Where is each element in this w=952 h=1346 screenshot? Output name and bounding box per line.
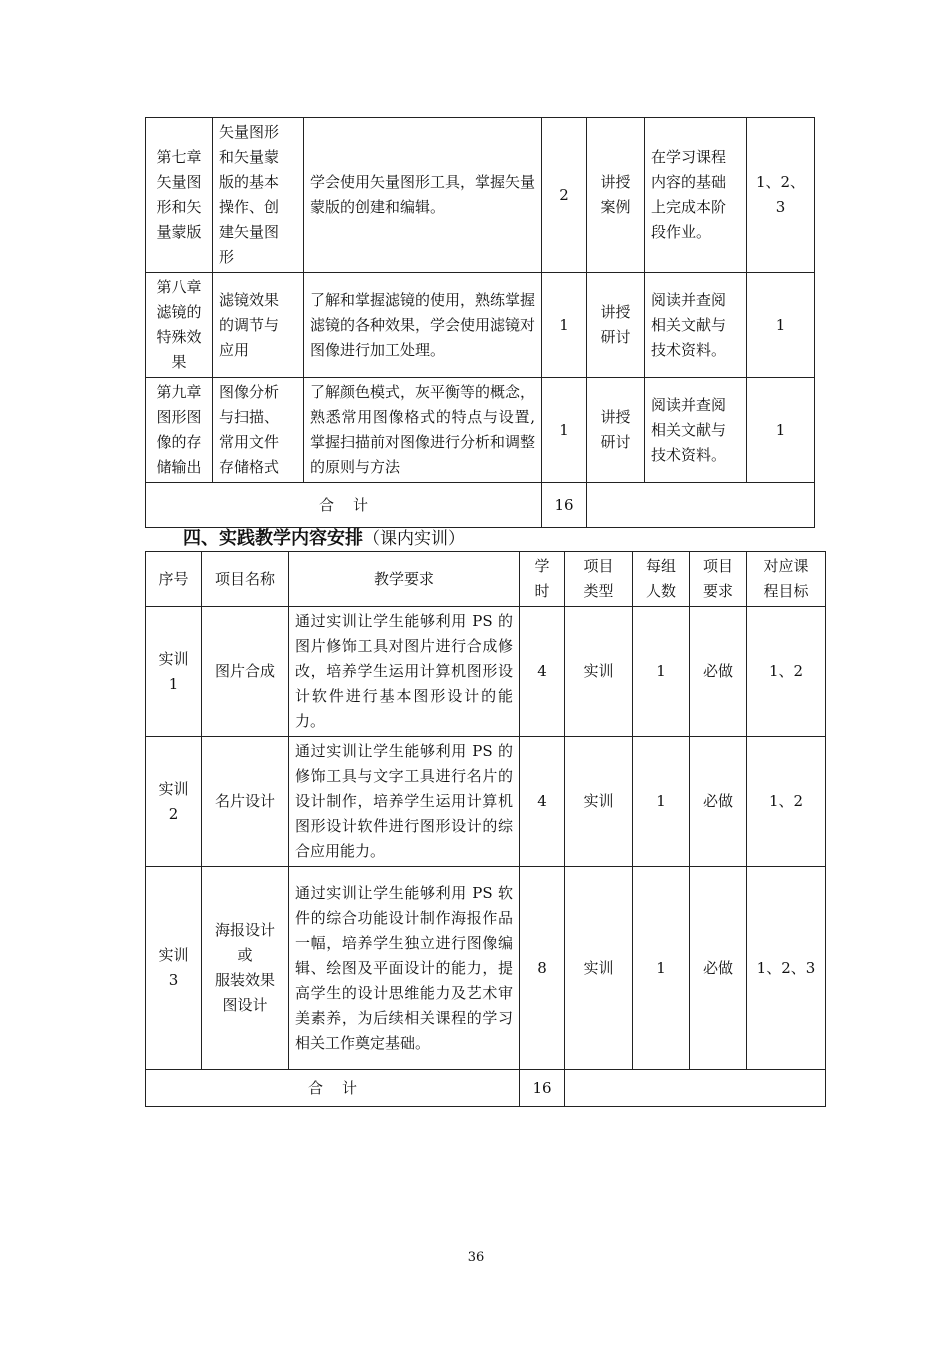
table-row: [146, 118, 815, 273]
requirement-cell: 了解和掌握滤镜的使用，熟练掌握滤镜的各种效果，学会使用滤镜对图像进行加工处理。: [304, 273, 542, 378]
header-hours: 学 时: [520, 552, 565, 607]
no-cell: 实训 1: [146, 607, 202, 737]
section-subtitle: （课内实训）: [363, 529, 465, 549]
no-cell: 实训 2: [146, 737, 202, 867]
table-row: [146, 607, 826, 737]
chapter-cell: 第八章 滤镜的 特殊效 果: [146, 273, 213, 378]
total-hours: 16: [520, 1070, 565, 1107]
goal-cell: 1、2、3: [747, 867, 826, 1070]
section-heading: [183, 526, 465, 552]
header-req: 教学要求: [289, 552, 520, 607]
method-cell: 讲授 研讨: [587, 273, 645, 378]
content-cell: 滤镜效果 的调节与 应用: [213, 273, 304, 378]
table-row: [146, 273, 815, 378]
group-cell: 1: [633, 737, 690, 867]
type-cell: 实训: [565, 607, 633, 737]
table-row: [146, 737, 826, 867]
method-cell: 讲授 案例: [587, 118, 645, 273]
total-hours: 16: [542, 483, 587, 528]
goal-cell: 1、2、3: [747, 118, 815, 273]
chapter-cell: 第七章 矢量图 形和矢 量蒙版: [146, 118, 213, 273]
chapter-table: [145, 117, 815, 528]
table-row: [146, 867, 826, 1070]
goal-cell: 1、2: [747, 737, 826, 867]
requirement-cell: 学会使用矢量图形工具，掌握矢量蒙版的创建和编辑。: [304, 118, 542, 273]
hours-cell: 4: [520, 737, 565, 867]
total-label: 合 计: [146, 1070, 520, 1107]
total-row: [146, 483, 815, 528]
req-cell: 通过实训让学生能够利用 PS 软件的综合功能设计制作海报作品一幅，培养学生独立进行图像编辑、绘图及平面设计的能力，提高学生的设计思维能力及艺术审美素养，为后续相关课程的学习相关工作奠定基础。: [289, 867, 520, 1070]
goal-cell: 1、2: [747, 607, 826, 737]
mandatory-cell: 必做: [690, 737, 747, 867]
hours-cell: 4: [520, 607, 565, 737]
hours-cell: 1: [542, 378, 587, 483]
content-cell: 矢量图形 和矢量蒙 版的基本 操作、创 建矢量图 形: [213, 118, 304, 273]
chapter-cell: 第九章 图形图 像的存 储输出: [146, 378, 213, 483]
group-cell: 1: [633, 607, 690, 737]
no-cell: 实训 3: [146, 867, 202, 1070]
name-cell: 海报设计 或 服装效果 图设计: [202, 867, 289, 1070]
homework-cell: 阅读并查阅 相关文献与 技术资料。: [645, 273, 747, 378]
total-empty-cell: [587, 483, 815, 528]
total-label: 合 计: [146, 483, 542, 528]
table-row: [146, 378, 815, 483]
header-mandatory: 项目 要求: [690, 552, 747, 607]
group-cell: 1: [633, 867, 690, 1070]
page-number: 36: [467, 1250, 485, 1265]
header-goal: 对应课 程目标: [747, 552, 826, 607]
method-cell: 讲授 研讨: [587, 378, 645, 483]
name-cell: 图片合成: [202, 607, 289, 737]
section-title: 四、实践教学内容安排: [183, 528, 363, 549]
req-cell: 通过实训让学生能够利用 PS 的图片修饰工具对图片进行合成修改，培养学生运用计算机图形设计软件进行基本图形设计的能力。: [289, 607, 520, 737]
practice-table: [145, 551, 826, 1107]
mandatory-cell: 必做: [690, 607, 747, 737]
type-cell: 实训: [565, 737, 633, 867]
header-name: 项目名称: [202, 552, 289, 607]
header-type: 项目 类型: [565, 552, 633, 607]
homework-cell: 阅读并查阅 相关文献与 技术资料。: [645, 378, 747, 483]
total-empty-cell: [565, 1070, 826, 1107]
homework-cell: 在学习课程 内容的基础 上完成本阶 段作业。: [645, 118, 747, 273]
content-cell: 图像分析 与扫描、 常用文件 存储格式: [213, 378, 304, 483]
hours-cell: 8: [520, 867, 565, 1070]
goal-cell: 1: [747, 273, 815, 378]
total-row: [146, 1070, 826, 1107]
hours-cell: 1: [542, 273, 587, 378]
requirement-cell: 了解颜色模式，灰平衡等的概念，熟悉常用图像格式的特点与设置,掌握扫描前对图像进行分析和调整的原则与方法: [304, 378, 542, 483]
header-row: [146, 552, 826, 607]
header-no: 序号: [146, 552, 202, 607]
hours-cell: 2: [542, 118, 587, 273]
mandatory-cell: 必做: [690, 867, 747, 1070]
header-group: 每组 人数: [633, 552, 690, 607]
req-cell: 通过实训让学生能够利用 PS 的修饰工具与文字工具进行名片的设计制作，培养学生运用计算机图形设计软件进行图形设计的综合应用能力。: [289, 737, 520, 867]
name-cell: 名片设计: [202, 737, 289, 867]
goal-cell: 1: [747, 378, 815, 483]
type-cell: 实训: [565, 867, 633, 1070]
